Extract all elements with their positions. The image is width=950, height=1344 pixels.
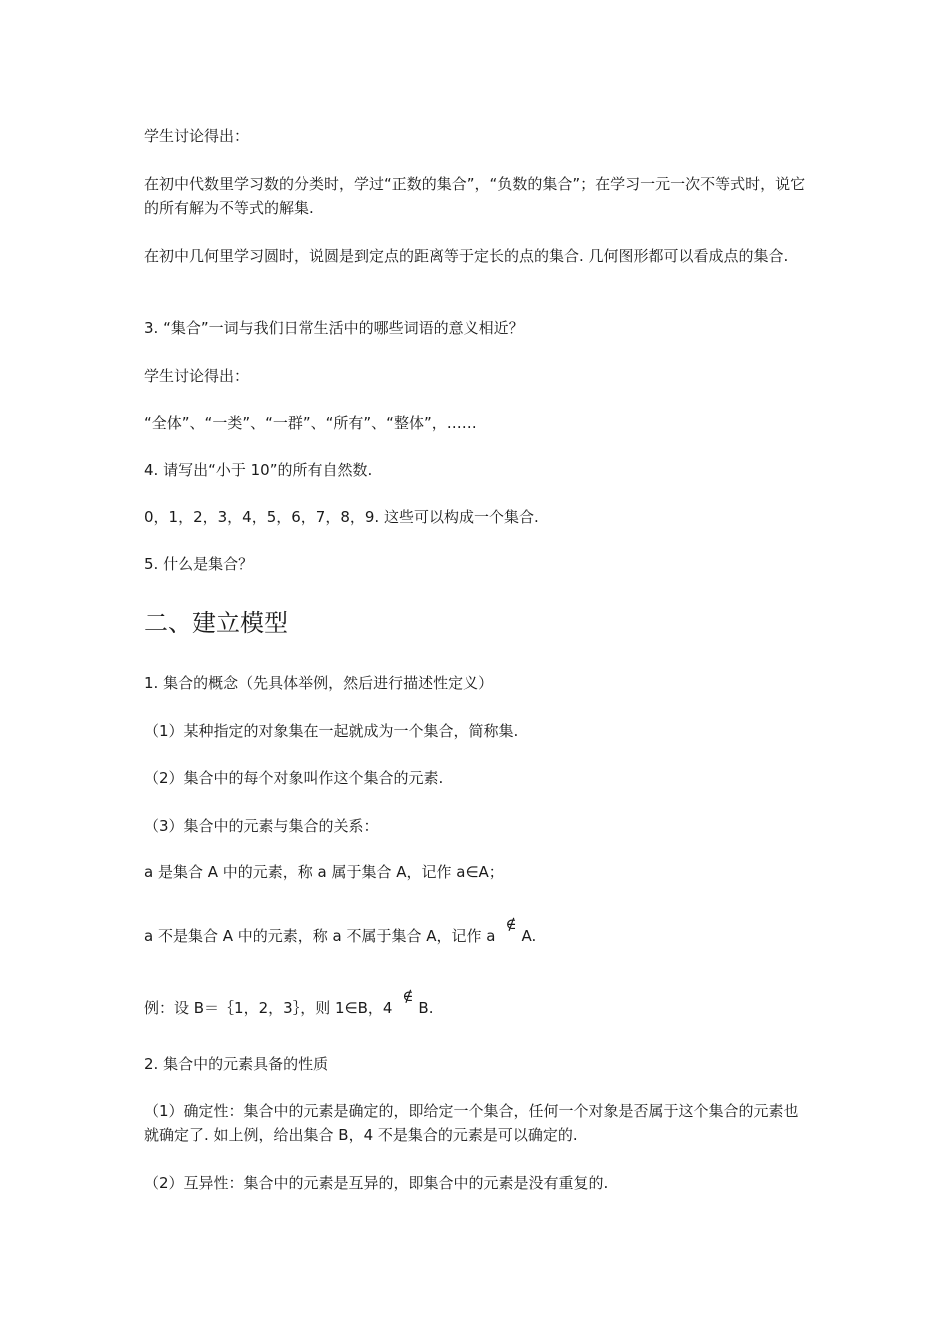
paragraph-algebra-sets: 在初中代数里学习数的分类时，学过“正数的集合”，“负数的集合”；在学习一元一次不等式时，说它的所有解为不等式的解集. <box>144 175 806 217</box>
definition-set: （1）某种指定的对象集在一起就成为一个集合，简称集. <box>144 722 519 740</box>
subsection-set-concept: 1. 集合的概念（先具体举例，然后进行描述性定义） <box>144 674 494 692</box>
paragraph-students-discussion-2: 学生讨论得出： <box>144 367 250 385</box>
example-set-b <box>144 987 812 1020</box>
question-3: 3. “集合”一词与我们日常生活中的哪些词语的意义相近？ <box>144 319 524 337</box>
property-distinctness: （2）互异性：集合中的元素是互异的，即集合中的元素是没有重复的. <box>144 1174 609 1192</box>
relation-not-belongs-end: A. <box>521 927 537 945</box>
example-set-b-end: B. <box>418 999 434 1017</box>
relation-not-belongs-text: a 不是集合 A 中的元素，称 a 不属于集合 A，记作 a <box>144 927 496 945</box>
not-in-symbol: ∉ <box>505 915 517 933</box>
paragraph-geometry-sets: 在初中几何里学习圆时，说圆是到定点的距离等于定长的点的集合. 几何图形都可以看成点的集合. <box>144 247 789 265</box>
section-heading-build-model: 二、建立模型 <box>144 609 288 637</box>
paragraph-students-discussion-1: 学生讨论得出： <box>144 127 250 145</box>
relation-not-belongs <box>144 915 812 948</box>
property-determinacy: （1）确定性：集合中的元素是确定的，即给定一个集合，任何一个对象是否属于这个集合的元素也就确定了. 如上例，给出集合 B，4 不是集合的元素是可以确定的. <box>144 1102 799 1144</box>
element-set-relation-title: （3）集合中的元素与集合的关系： <box>144 817 379 835</box>
question-4: 4. 请写出“小于 10”的所有自然数. <box>144 461 373 479</box>
paragraph-natural-numbers: 0，1，2，3，4，5，6，7，8，9. 这些可以构成一个集合. <box>144 508 539 526</box>
example-set-b-text: 例：设 B＝｛1，2，3｝，则 1∈B，4 <box>144 999 393 1017</box>
definition-element: （2）集合中的每个对象叫作这个集合的元素. <box>144 769 444 787</box>
relation-belongs: a 是集合 A 中的元素，称 a 属于集合 A，记作 a∈A； <box>144 863 504 881</box>
question-5: 5. 什么是集合？ <box>144 555 254 573</box>
example-not-in-symbol: ∉ <box>402 987 414 1005</box>
subsection-element-properties: 2. 集合中的元素具备的性质 <box>144 1055 329 1073</box>
paragraph-similar-words: “全体”、“一类”、“一群”、“所有”、“整体”，…… <box>144 414 477 432</box>
